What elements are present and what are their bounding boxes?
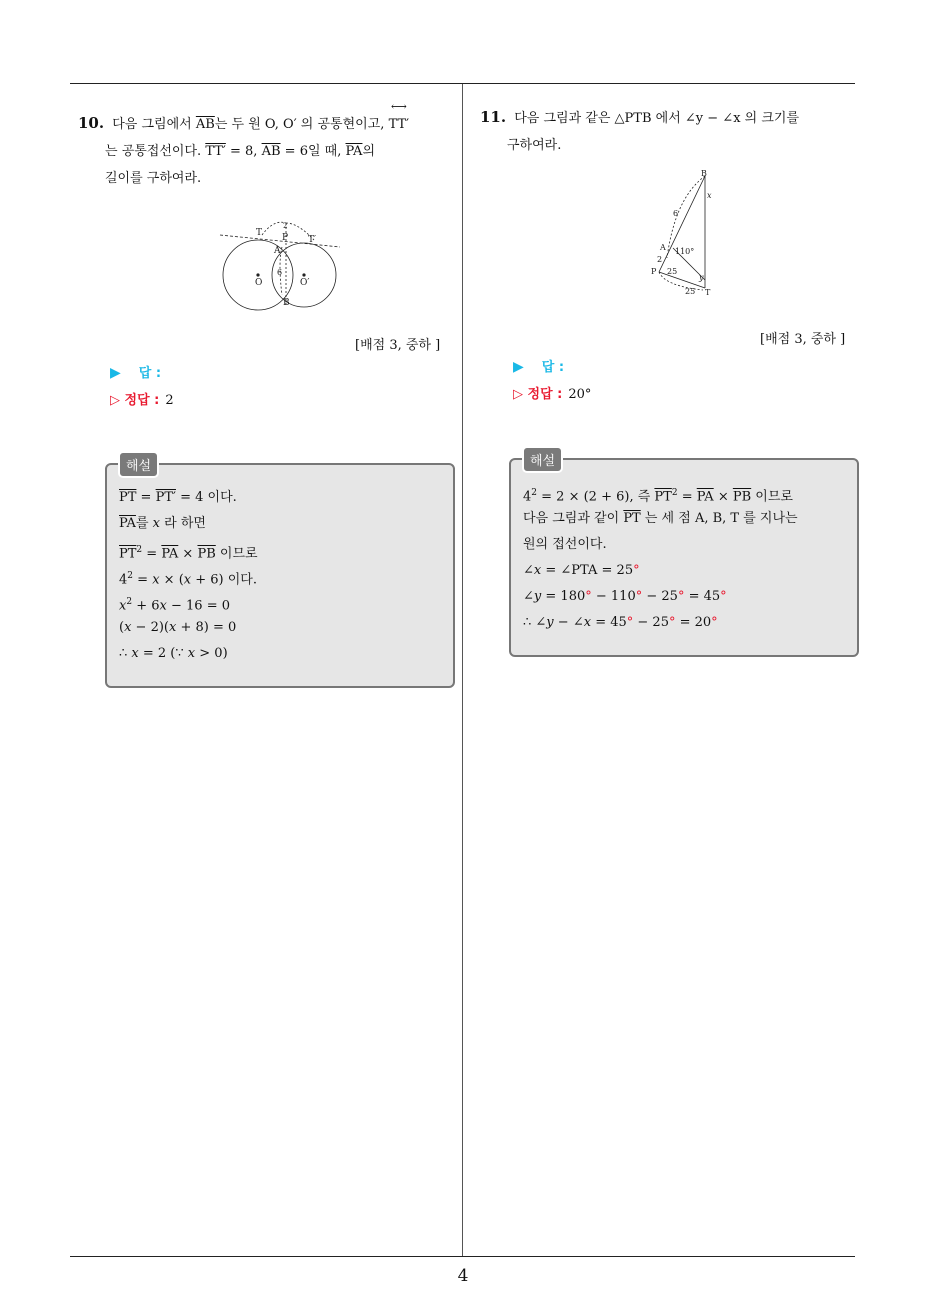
q10-segment-ab: $\overline{AB}$ bbox=[261, 144, 281, 159]
label-110: 110° bbox=[675, 247, 695, 256]
label-p: P bbox=[651, 267, 657, 276]
q10-line3: 길이를 구하여라. bbox=[105, 171, 202, 186]
center-o bbox=[256, 273, 259, 276]
play-icon: ▶ bbox=[110, 365, 121, 381]
q11-correct-label: 정답 : bbox=[527, 387, 563, 402]
footer-rule bbox=[70, 1256, 855, 1257]
solution-line: $4^2 = x \times (x + 6)$ 이다. bbox=[119, 571, 257, 588]
label-2: 2 bbox=[283, 222, 288, 230]
q10-line-tt-label: TT′ bbox=[388, 117, 410, 132]
question-10 bbox=[78, 100, 458, 192]
q11-figure bbox=[645, 168, 735, 298]
solution-line: $4^2 = 2 \times (2 + 6)$, 즉 $\overline{PT}^2 = \overline{PA} \times \overline{PB}$ 이므로 bbox=[523, 488, 793, 505]
q11-correct-row bbox=[513, 383, 591, 402]
q10-text: 다음 그림에서 bbox=[112, 117, 192, 132]
label-o: O bbox=[255, 278, 263, 288]
label-t: T bbox=[705, 288, 711, 297]
q10-text: = 8, bbox=[230, 144, 258, 159]
q10-segment-pa: $\overline{PA}$ bbox=[345, 144, 363, 159]
solution-line: $\overline{PA}$를 x 라 하면 bbox=[119, 516, 206, 531]
label-6: 6 bbox=[277, 268, 283, 277]
solution-line: ∠x = ∠PTA = 25° bbox=[523, 563, 640, 578]
label-o-prime: O′ bbox=[300, 278, 310, 288]
solution-line: ∴ ∠y − ∠x = 45° − 25° = 20° bbox=[523, 615, 718, 630]
q10-line1 bbox=[78, 100, 458, 138]
triangle-outline-icon: ▷ bbox=[110, 393, 125, 408]
page-number: 4 bbox=[457, 1266, 469, 1286]
label-p: P bbox=[282, 233, 289, 243]
label-t-prime: T′ bbox=[308, 235, 317, 245]
q10-text: 는 두 원 O, O′ 의 공통현이고, bbox=[214, 117, 385, 132]
label-25-left: 25 bbox=[667, 267, 678, 276]
q10-text: = 6일 때, bbox=[284, 144, 342, 159]
triangle-outline-icon: ▷ bbox=[513, 387, 528, 402]
q10-solution-tag: 해설 bbox=[118, 451, 159, 478]
side-pb bbox=[659, 176, 705, 272]
q10-correct-value: 2 bbox=[165, 393, 174, 408]
center-o-prime bbox=[302, 273, 305, 276]
solution-line: $\overline{PT}^2 = \overline{PA} \times \overline{PB}$ 이므로 bbox=[119, 545, 258, 562]
solution-line: 원의 접선이다. bbox=[523, 537, 607, 552]
solution-line: ∴ x = 2 (∵ x > 0) bbox=[119, 646, 228, 661]
q11-meta: [배점 3, 중하 ] bbox=[760, 332, 846, 347]
q11-answer-label: 답 : bbox=[541, 360, 565, 375]
solution-line: $x^2 + 6x - 16 = 0$ bbox=[119, 597, 230, 614]
q10-line2 bbox=[78, 138, 458, 165]
q10-solution-box bbox=[105, 463, 455, 688]
q10-number: 10. bbox=[78, 114, 105, 132]
label-t: T bbox=[256, 228, 263, 238]
label-y: y bbox=[699, 273, 704, 282]
play-icon: ▶ bbox=[513, 359, 524, 375]
label-a: A bbox=[274, 246, 281, 256]
label-b: B bbox=[701, 169, 707, 178]
q10-segment-ab: $\overline{AB}$ bbox=[195, 117, 215, 132]
q10-segment-tt: TT′ bbox=[205, 144, 226, 159]
q10-correct-label: 정답 : bbox=[124, 393, 160, 408]
q11-text: 다음 그림과 같은 △PTB 에서 ∠y − ∠x 의 크기를 bbox=[514, 111, 800, 126]
q11-correct-value: 20° bbox=[568, 387, 592, 402]
label-x: x bbox=[707, 191, 712, 200]
column-divider bbox=[462, 84, 463, 1257]
q10-answer-row bbox=[110, 362, 161, 381]
q10-text: 의 bbox=[362, 144, 376, 159]
solution-line: 다음 그림과 같이 $\overline{PT}$ 는 세 점 A, B, T 를 지나는 bbox=[523, 511, 798, 526]
q11-line2: 구하여라. bbox=[507, 138, 562, 153]
q11-number: 11. bbox=[480, 108, 507, 126]
q11-solution-box bbox=[509, 458, 859, 657]
q10-correct-row bbox=[110, 389, 174, 408]
q10-line-tt: ⟷ TT′ bbox=[388, 100, 410, 132]
q10-text: 는 공통접선이다. bbox=[105, 144, 202, 159]
q11-solution-tag: 해설 bbox=[522, 446, 563, 473]
solution-line: ∠y = 180° − 110° − 25° = 45° bbox=[523, 589, 727, 604]
label-2: 2 bbox=[657, 255, 663, 264]
label-a: A bbox=[660, 243, 666, 252]
label-6: 6 bbox=[673, 209, 679, 218]
question-11 bbox=[480, 104, 860, 159]
q10-figure bbox=[210, 215, 350, 315]
q10-meta: [배점 3, 중하 ] bbox=[355, 338, 441, 353]
q10-answer-label: 답 : bbox=[138, 366, 162, 381]
solution-line: (x − 2)(x + 8) = 0 bbox=[119, 620, 237, 635]
label-25-bottom: 25 bbox=[685, 287, 696, 296]
label-b: B bbox=[283, 298, 290, 308]
solution-line: $\overline{PT} = PT' = 4$ 이다. bbox=[119, 490, 237, 505]
q11-answer-row bbox=[513, 356, 564, 375]
q11-line1 bbox=[480, 104, 860, 132]
